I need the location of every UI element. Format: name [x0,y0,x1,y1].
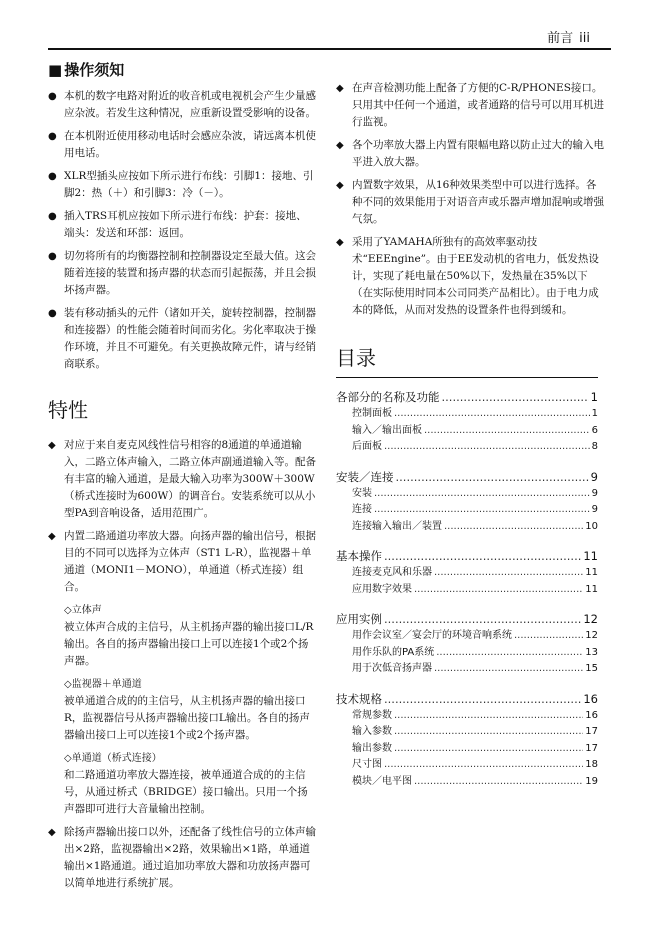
toc-subentry[interactable] [336,519,598,536]
toc-leader-dots [442,388,589,406]
toc-subentry[interactable] [336,645,598,662]
feature-subitem [48,676,316,744]
toc-subentry[interactable] [336,774,598,791]
toc-page-number: 12 [585,630,598,641]
toc-page-number: 16 [583,691,598,706]
toc-leader-dots [394,406,590,423]
toc-label: 安装 [352,487,372,499]
toc-page-number: 11 [583,549,598,563]
feature-subitem [48,750,316,818]
bullet-icon: ● [48,91,57,102]
toc-subentry[interactable] [336,423,598,440]
toc-label: 模块／电平图 [352,775,412,787]
toc-label: 用作乐队的PA系统 [352,646,435,658]
toc-subentry[interactable] [336,565,598,582]
toc-label: 基本操作 [336,549,382,563]
toc-leader-dots [394,724,583,741]
item-text: 除扬声器输出接口以外，还配备了线性信号的立体声输出×2路，监视器输出×2路，效果输出×1路，单通道输出×1路通道。通过追加功率放大器和功放扬声器可以简单地进行系统扩展。 [64,826,316,889]
diamond-icon: ◆ [336,140,344,151]
toc-entry[interactable] [336,547,598,565]
bullet-icon: ● [48,251,57,262]
subitem-text: 和二路通道功率放大器连接，被单通道合成的的主信号，从通过桥式（BRIDGE）接口输出。只用一个扬声器即可进行大音量输出控制。 [64,769,308,815]
toc-subentry[interactable] [336,406,598,423]
toc-page-number: 17 [585,726,598,737]
toc-page-number: 12 [583,612,598,626]
toc-label: 技术规格 [336,691,382,706]
toc-leader-dots [414,774,583,791]
toc-subentry[interactable] [336,757,598,774]
toc-page-number: 17 [585,742,598,754]
subitem-title: ◇监视器＋单通道 [64,679,142,690]
list-item [48,88,316,122]
toc-page-number: 16 [585,709,598,721]
toc-entry[interactable] [336,468,598,486]
toc-leader-dots [374,502,590,519]
toc-leader-dots [384,757,583,774]
feature-item [336,137,604,171]
toc-label: 用作会议室／宴会厅的环境音响系统 [352,630,512,641]
item-text: 切勿将所有的均衡器控制和控制器设定至最大值。这会随着连接的装置和扬声器的状态而引起振荡，并且会损坏扬声器。 [64,250,316,296]
toc-subentry[interactable] [336,724,598,741]
bullet-icon: ● [48,131,57,142]
toc-label: 连接输入输出／装置 [352,520,442,532]
toc-subentry[interactable] [336,486,598,503]
item-text: 对应于来自麦克风线性信号相容的8通道的单通道输入，二路立体声输入，二路立体声副通道输入等。配备有丰富的输入通道，是最大输入功率为300W＋300W（桥式连接时为600W）的调音台。安装系统可以从小型PA到音响设备，适用范围广。 [64,439,316,519]
item-text: 各个功率放大器上内置有限幅电路以防止过大的输入电平进入放大器。 [352,139,604,168]
bullet-icon: ● [48,211,57,222]
toc-title: 目录 [336,346,376,370]
toc-page-number: 9 [590,469,598,484]
list-item [48,248,316,299]
feature-item [336,177,604,228]
features-title: 特性 [48,398,88,422]
feature-item [336,234,604,319]
toc-label: 各部分的名称及功能 [336,390,440,404]
toc-page-number: 11 [585,583,598,595]
list-item [48,208,316,242]
toc-label: 输入／输出面板 [352,424,422,436]
notes-title [48,60,316,80]
toc-label: 应用实例 [336,612,382,626]
toc-subentry[interactable] [336,708,598,725]
item-text: 插入TRS耳机应按如下所示进行布线：护套：接地、端头：发送和环部：返回。 [64,210,307,239]
toc-page-number: 9 [591,504,598,515]
toc-subentry[interactable] [336,741,598,758]
feature-item [336,80,604,131]
toc-leader-dots [394,741,583,758]
feature-subitem [48,602,316,670]
toc-label: 安装／连接 [336,469,394,484]
left-column [48,60,316,898]
toc-label: 尺寸图 [352,759,382,770]
bullet-icon: ● [48,171,57,182]
subitem-text: 被立体声合成的主信号，从主机扬声器的输出接口L/R输出。各自的扬声器输出接口上可以连接1个或2个扬声器。 [64,621,314,667]
toc-label: 输出参数 [352,742,392,754]
bullet-icon: ● [48,308,57,319]
toc-leader-dots [514,628,583,645]
square-icon: ■ [48,61,63,79]
toc-label: 应用数字效果 [352,583,412,595]
toc-leader-dots [434,661,583,678]
subitem-title: ◇立体声 [64,605,102,616]
toc-label: 后面板 [352,441,382,452]
subitem-text: 被单通道合成的的主信号，从主机扬声器的输出接口R，监视器信号从扬声器输出接口L输出。各自的扬声器输出接口上可以连接1个或2个扬声器。 [64,695,310,741]
toc-entry[interactable] [336,610,598,628]
toc-entry[interactable] [336,388,598,406]
toc-leader-dots [436,645,583,662]
toc-leader-dots [384,439,590,456]
toc-page-number: 9 [591,487,598,499]
toc-leader-dots [394,708,583,725]
toc-label: 连接麦克风和乐器 [352,567,432,578]
diamond-icon: ◆ [48,531,56,542]
header-rule [48,48,611,50]
toc-entry[interactable] [336,690,598,708]
toc-subentry[interactable] [336,628,598,645]
item-text: 内置二路通道功率放大器。向扬声器的输出信号，根据目的不同可以选择为立体声（ST1 L-R），监视器＋单通道（MONI1－MONO），单通道（桥式连接）组合。 [64,530,316,593]
toc-leader-dots [384,547,581,565]
diamond-icon: ◆ [48,440,56,451]
toc-leader-dots [384,610,581,628]
toc-group [336,388,604,456]
item-text: 装有移动插头的元件（诸如开关，旋转控制器，控制器和连接器）的性能会随着时间而劣化。劣化率取决于操作环境，并且不可避免。有关更换故障元件，请与经销商联系。 [64,307,316,370]
item-text: 在声音检测功能上配备了方便的C-R/PHONES接口。只用其中任何一个通道，或者通路的信号可以用耳机进行监视。 [352,82,604,128]
subitem-title: ◇单通道（桥式连接） [64,753,162,764]
toc-label: 控制面板 [352,408,392,419]
toc-page-number: 1 [590,390,598,404]
toc-page-number: 10 [585,520,598,532]
toc-page-number: 19 [585,775,598,787]
toc-leader-dots [434,565,583,582]
item-text: 采用了YAMAHA所独有的高效率驱动技术“EEEngine”。由于EE发动机的省电力，低发热设计，实现了耗电量在50%以下，发热量在35%以下（在实际使用时同本公司同类产品相比）。由于电力成本的降低，从而对发热的设置条件也得到缓和。 [352,236,599,316]
toc-subentry[interactable] [336,439,598,456]
toc-leader-dots [414,582,583,599]
toc-leader-dots [384,690,581,708]
diamond-icon: ◆ [48,827,56,838]
right-column [336,80,604,802]
feature-item [48,824,316,892]
item-text: 内置数字效果，从16种效果类型中可以进行选择。各种不同的效果能用于对语音声或乐器声增加混响或增强气氛。 [352,179,604,225]
toc-label: 输入参数 [352,726,392,737]
toc-page-number: 13 [585,646,598,658]
toc-label: 常规参数 [352,709,392,721]
diamond-icon: ◆ [336,237,344,248]
list-item [48,305,316,373]
toc-group [336,690,604,791]
list-item [48,128,316,162]
toc-subentry[interactable] [336,661,598,678]
item-text: 本机的数字电路对附近的收音机或电视机会产生少量感应杂波。若发生这种情况，应重新设置受影响的设备。 [64,90,316,119]
toc-group [336,547,604,598]
toc-label: 连接 [352,504,372,515]
toc-page-number: 11 [585,567,598,578]
toc-page-number: 8 [591,441,598,452]
header-title: 前言 [547,31,574,46]
toc-group [336,468,604,536]
toc-label: 用于次低音扬声器 [352,663,432,674]
page-number: iii [579,31,590,46]
toc-leader-dots [396,468,589,486]
toc-leader-dots [444,519,583,536]
toc-page-number: 15 [585,663,598,674]
feature-item [48,437,316,522]
page-header [547,27,590,46]
toc-leader-dots [424,423,590,440]
toc-list [336,388,604,790]
toc-rule [336,377,598,378]
item-text: XLR型插头应按如下所示进行布线：引脚1：接地、引脚2：热（＋）和引脚3：冷（－）。 [64,170,314,199]
toc-leader-dots [374,486,590,503]
diamond-icon: ◆ [336,180,344,191]
toc-page-number: 18 [585,759,598,770]
list-item [48,168,316,202]
notes-title-text: 操作须知 [64,61,125,79]
toc-subentry[interactable] [336,502,598,519]
diamond-icon: ◆ [336,83,344,94]
feature-item [48,528,316,596]
toc-subentry[interactable] [336,582,598,599]
item-text: 在本机附近使用移动电话时会感应杂波，请远离本机使用电话。 [64,130,316,159]
toc-page-number: 6 [591,424,598,436]
toc-group [336,610,604,678]
toc-page-number: 1 [591,408,598,419]
